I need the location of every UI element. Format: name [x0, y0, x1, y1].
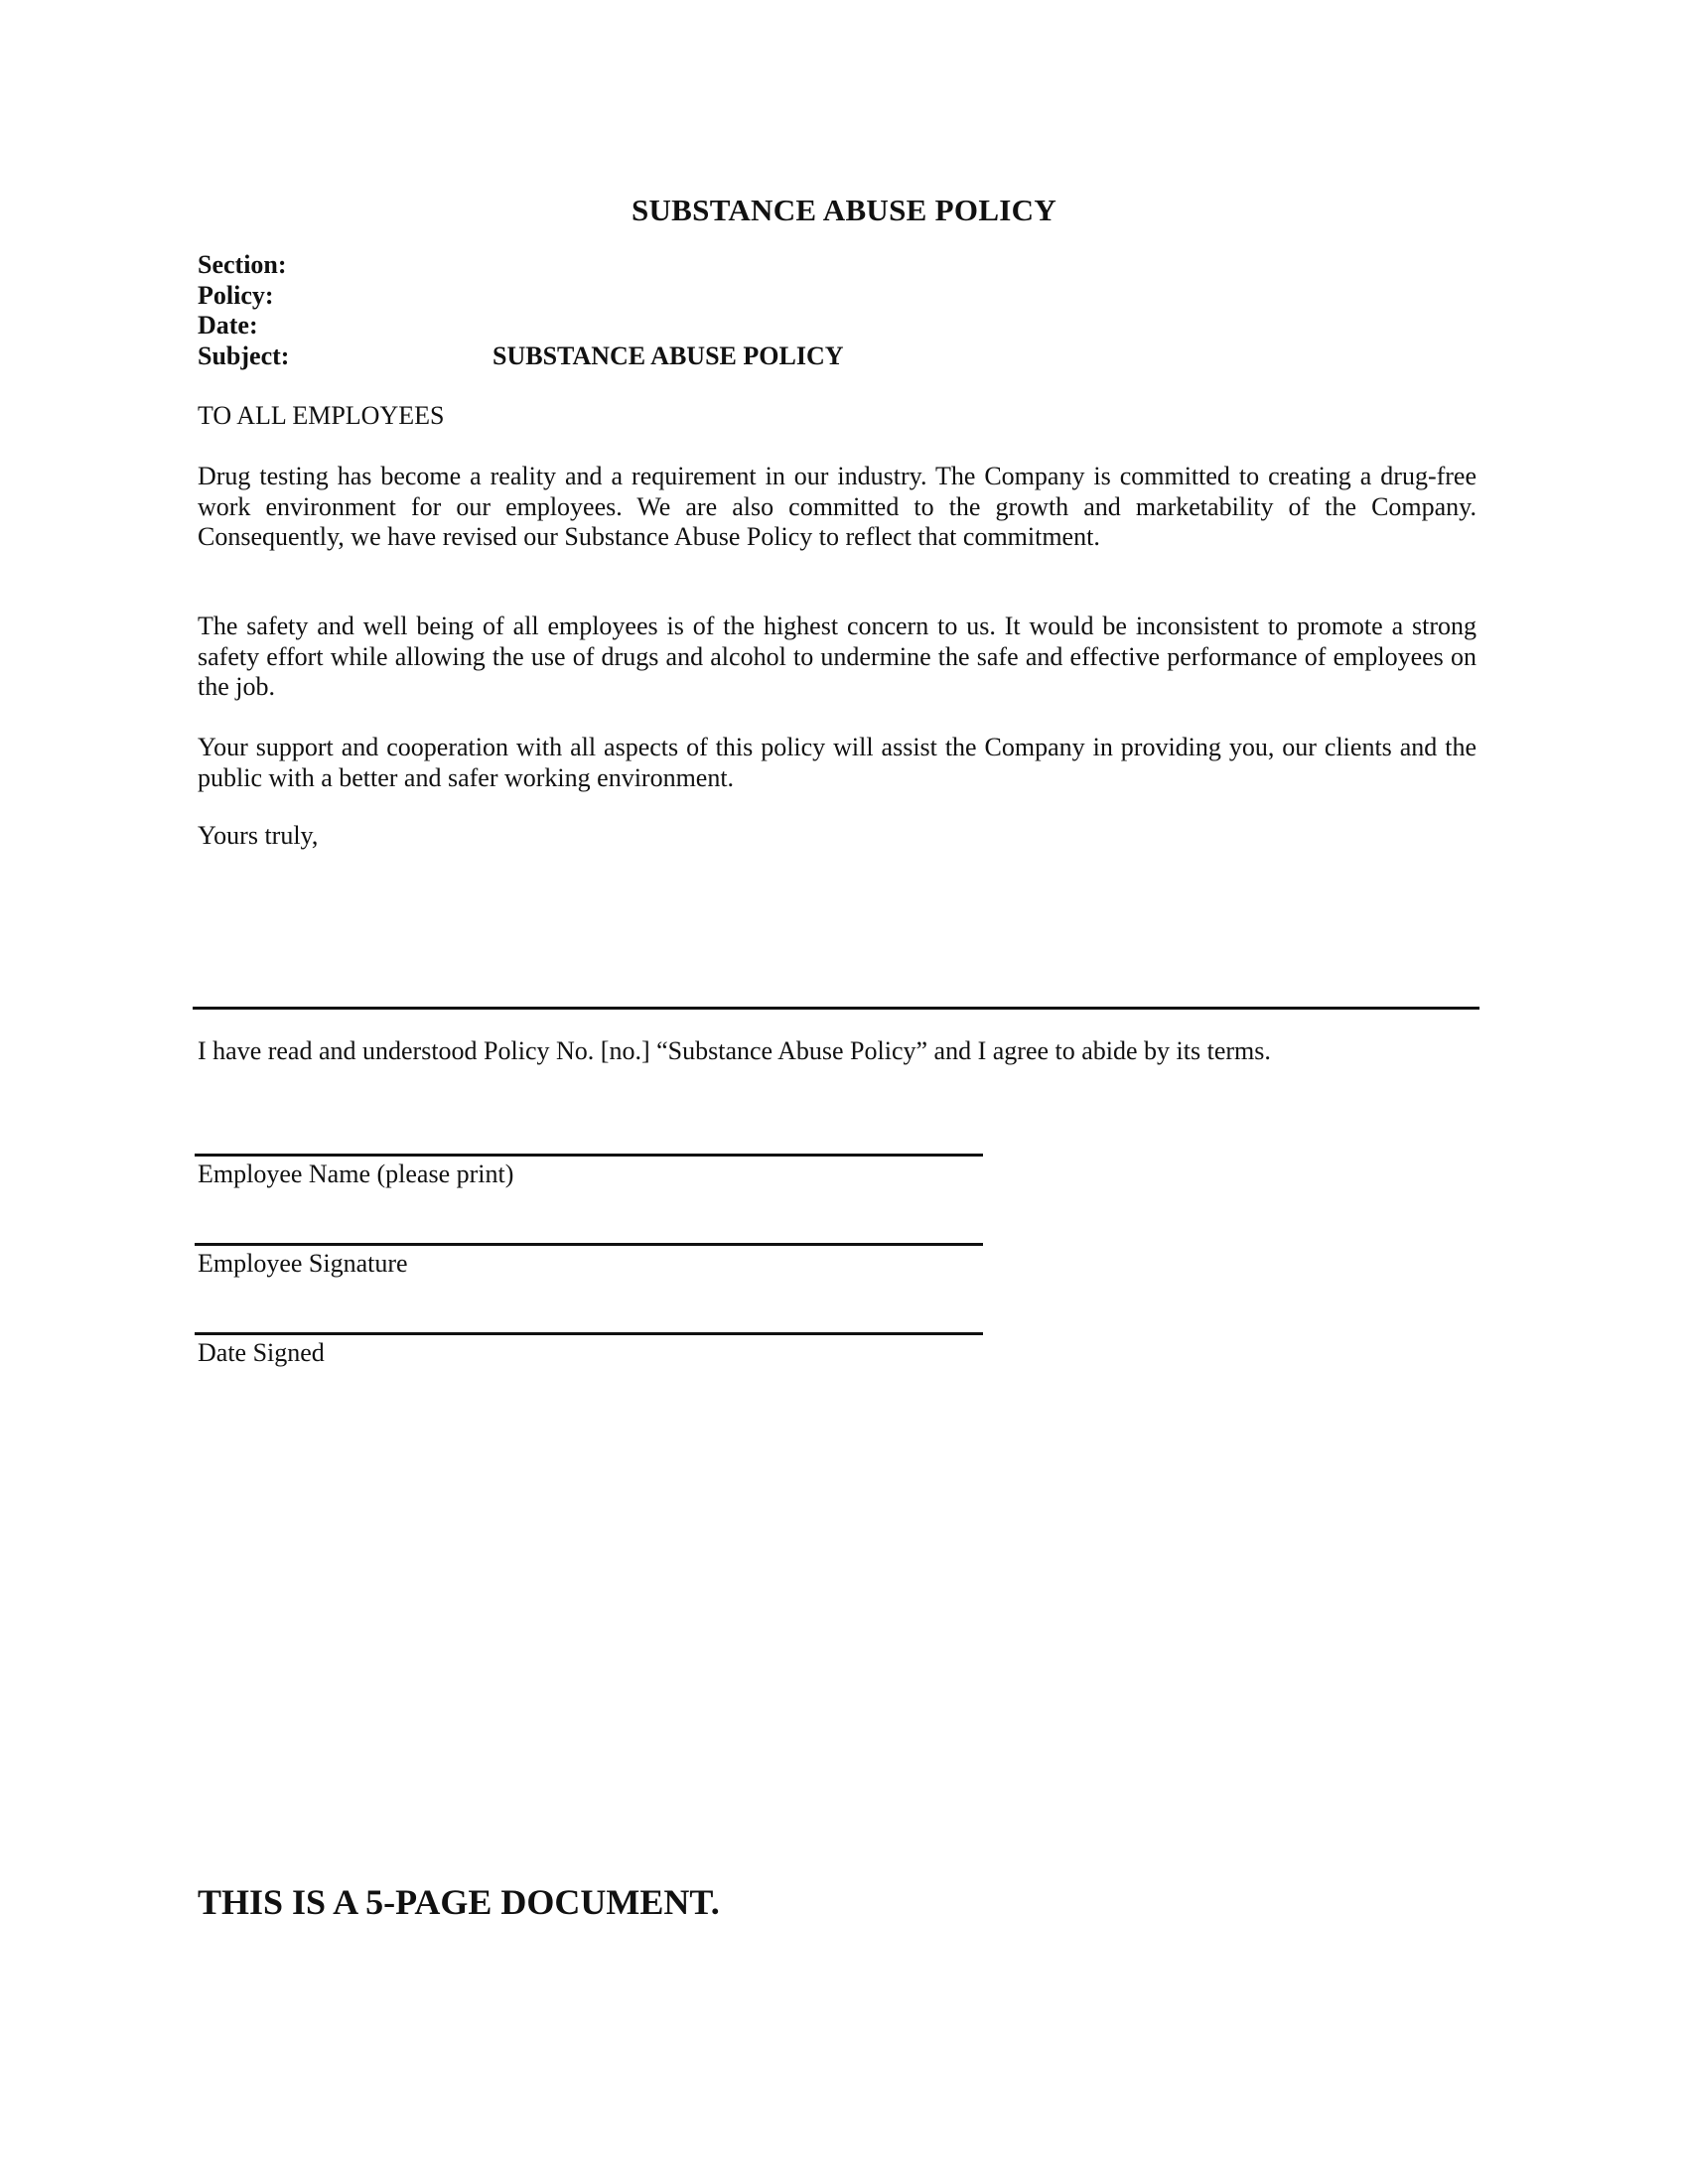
policy-label: Policy: — [198, 281, 274, 310]
date-signed-line[interactable] — [195, 1332, 983, 1335]
date-label: Date: — [198, 311, 258, 340]
acknowledgement-text: I have read and understood Policy No. [no.] “Substance Abuse Policy” and I agree to abide by its terms. — [198, 1036, 1271, 1065]
employee-signature-line[interactable] — [195, 1243, 983, 1246]
subject-value: SUBSTANCE ABUSE POLICY — [492, 341, 844, 370]
name-signature-line[interactable] — [195, 1154, 983, 1157]
signature-divider — [193, 1007, 1479, 1010]
salutation: TO ALL EMPLOYEES — [198, 401, 445, 430]
section-label: Section: — [198, 250, 287, 279]
paragraph-3: Your support and cooperation with all aspects of this policy will assist the Company in providing you, our clients and the public with a better and safer working environment. — [198, 733, 1477, 792]
paragraph-2: The safety and well being of all employees is of the highest concern to us. It would be inconsistent to promote a strong safety effort while allowing the use of drugs and alcohol to undermine the safe and effective performance of employees on the job. — [198, 612, 1477, 701]
page-count-notice: THIS IS A 5-PAGE DOCUMENT. — [198, 1882, 720, 1922]
subject-label: Subject: — [198, 341, 290, 370]
signature-field-label: Employee Signature — [198, 1249, 408, 1278]
document-title: SUBSTANCE ABUSE POLICY — [631, 193, 1057, 227]
name-field-label: Employee Name (please print) — [198, 1160, 514, 1188]
date-field-label: Date Signed — [198, 1338, 325, 1367]
closing: Yours truly, — [198, 821, 319, 850]
paragraph-1: Drug testing has become a reality and a requirement in our industry. The Company is committed to creating a drug-free work environment for our employees. We are also committed to the growth and marketability of the Company. Consequently, we have revised our Substance Abuse Policy to reflect that commitment. — [198, 462, 1477, 551]
